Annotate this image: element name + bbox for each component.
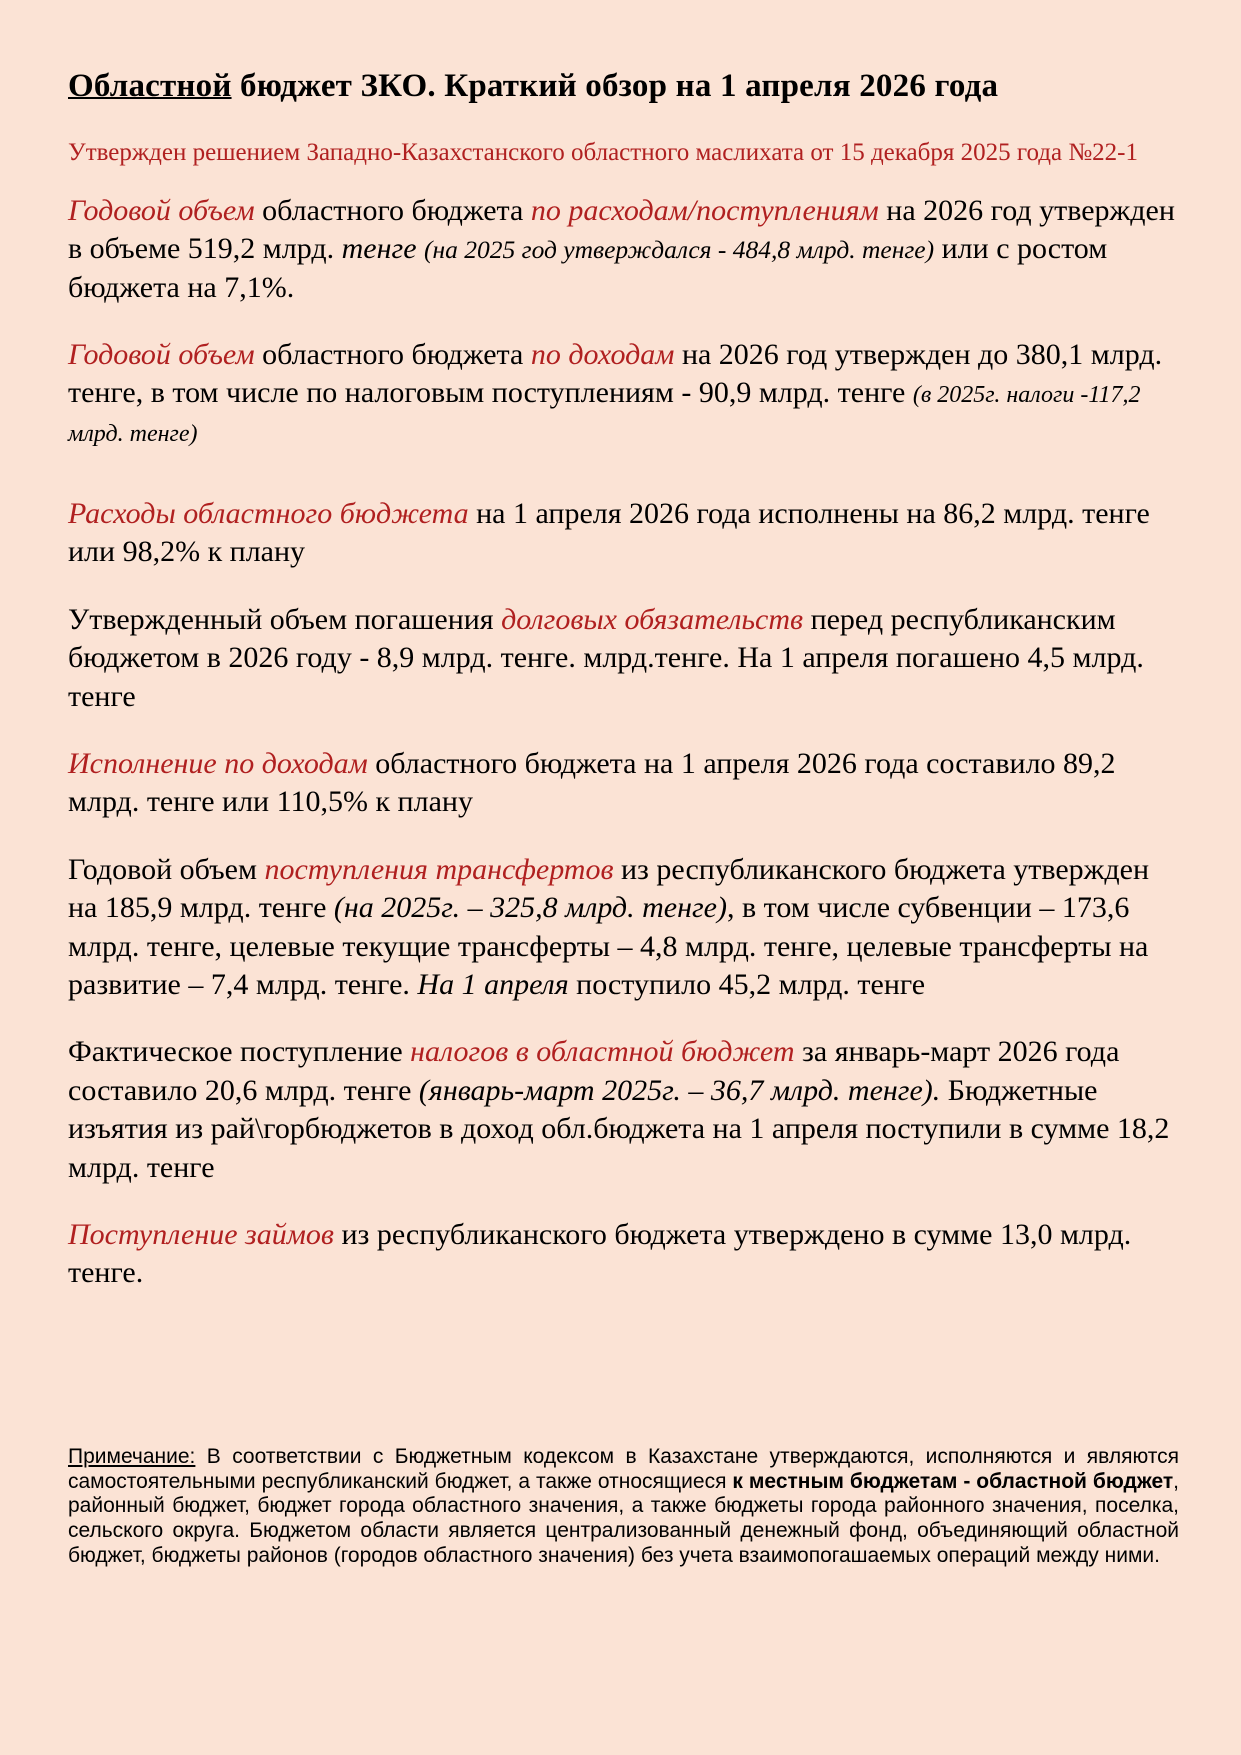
text-segment: на 1 апреля 2026 года исполнены на 86,2 млрд. тенге или 98,2% к плану [68,497,1150,569]
title-rest: бюджет ЗКО. Краткий обзор на 1 апреля 2026 года [231,68,999,104]
text-segment: (на 2025г. – 325,8 млрд. тенге) [333,891,727,925]
title-underlined-word: Областной [68,68,232,104]
paragraph-revenue-execution [68,745,1179,822]
paragraph-budget-expenditures-execution [68,495,1179,572]
text-segment: по доходам [530,337,675,371]
text-segment: Годовой объем [68,852,265,886]
text-segment: Годовой объем [68,193,255,227]
text-segment: областного бюджета на 1 апреля 2026 года составило 89,2 млрд. тенге или 110,5% к плану [68,747,1116,819]
text-segment: областного бюджета [254,193,531,227]
text-segment: Фактическое поступление [68,1035,411,1069]
text-segment: к местным бюджетам - областной бюджет [732,1469,1174,1493]
text-segment: Годовой объем [68,337,255,371]
text-segment: перед республиканским бюджетом в 2026 году - 8,9 млрд. тенге. млрд.тенге. На 1 апреля погашено 4,5 млрд. тенге [68,602,1144,713]
text-segment: или с ростом бюджета на 7,1%. [68,232,1108,304]
paragraph-tax-receipts [68,1033,1179,1187]
text-segment: поступило 45,2 млрд. тенге [568,968,926,1001]
text-segment: , районный бюджет, бюджет города областного значения, а также бюджеты города районного значения, поселка, сельского округа. Бюджетом области является централизованный денежный фонд, объединяющий областной бюджет, бюджеты районов (городов областного значения) без учета взаимопогашаемых операций между ними. [68,1469,1180,1567]
paragraph-transfers [68,851,1179,1005]
text-segment: Поступление займов [68,1217,334,1251]
text-segment: Утвержденный объем погашения [68,602,502,636]
text-segment: , в том числе субвенции – 173,6 млрд. тенге, целевые текущие трансферты – 4,8 млрд. тенге, целевые трансферты на развитие – 7,4 млрд. тенге. [68,891,1149,1001]
text-segment: (на 2025 год утверждался - 484,8 млрд. тенге) [424,235,935,265]
footnote-label: Примечание: [68,1444,196,1468]
text-segment: за январь-март 2026 года составило 20,6 млрд. тенге [68,1035,1120,1107]
page-title [68,66,1179,107]
paragraph-annual-volume-revenues [68,336,1179,451]
text-segment: (в 2025г. налоги -117,2 млрд. тенге) [68,382,1141,447]
footnote [68,1445,1179,1569]
text-segment: Исполнение по доходам [68,747,368,781]
text-segment: на 2026 год утвержден до 380,1 млрд. тенге, в том числе по налоговым поступлениям - 90,9 млрд. тенге [68,337,1163,410]
text-segment: на 2026 год утвержден в объеме 519,2 млрд. [68,193,1175,266]
paragraph-debt-repayment [68,601,1179,716]
text-segment: (январь-март 2025г. – 36,7 млрд. тенге). [418,1073,941,1107]
paragraph-loans [68,1216,1179,1293]
text-segment: налогов в областной бюджет [410,1035,795,1069]
text-segment: из республиканского бюджета утверждено в сумме 13,0 млрд. тенге. [68,1217,1132,1290]
text-segment: из республиканского бюджета утвержден на 185,9 млрд. тенге [68,852,1150,925]
text-segment: Расходы областного бюджета [68,497,469,531]
paragraph-annual-volume-expenditures [68,192,1179,307]
text-segment: долговых обязательств [501,602,804,636]
text-segment: поступления трансфертов [264,852,614,886]
text-segment: На 1 апреля [417,968,569,1001]
text-segment: по расходам/поступлениям [530,193,879,227]
text-segment: областного бюджета [254,337,531,371]
approval-subtitle: Утвержден решением Западно-Казахстанского областного маслихата от 15 декабря 2025 года №22-1 [68,139,1138,167]
text-segment: тенге [341,232,425,266]
text-segment: В соответствии с Бюджетным кодексом в Казахстане утверждаются, исполняются и являются самостоятельными республиканский бюджет, а также относящиеся [68,1444,1179,1493]
text-segment: Бюджетные изъятия из рай\горбюджетов в доход обл.бюджета на 1 апреля поступили в сумме 18,2 млрд. тенге [68,1073,1170,1184]
